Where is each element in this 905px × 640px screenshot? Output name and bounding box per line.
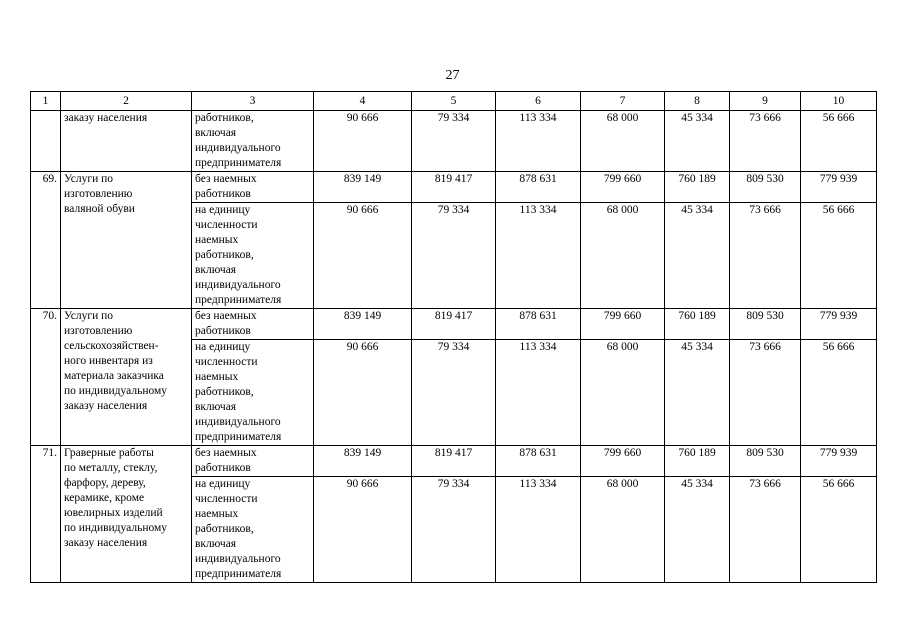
table-row — [31, 446, 877, 477]
unit-description-line: включая — [195, 127, 237, 139]
service-name-line: по металлу, стеклу, — [64, 462, 158, 474]
value-cell: 73 666 — [730, 111, 801, 172]
value-cell: 779 939 — [801, 446, 877, 477]
value-cell: 45 334 — [665, 340, 730, 446]
value-cell: 839 149 — [314, 309, 412, 340]
unit-description-line: включая — [195, 264, 237, 276]
value-cell: 878 631 — [496, 309, 581, 340]
unit-description-line: на единицу — [195, 341, 251, 353]
service-name-line: заказу населения — [64, 112, 148, 124]
value-cell: 760 189 — [665, 172, 730, 203]
value-cell: 79 334 — [412, 111, 496, 172]
service-name-line: изготовлению — [64, 325, 133, 337]
unit-description-line: наемных — [195, 508, 239, 520]
value-cell: 839 149 — [314, 446, 412, 477]
unit-description-line: работников — [195, 462, 251, 474]
value-cell: 68 000 — [581, 111, 665, 172]
unit-description-line: работников, — [195, 249, 254, 261]
value-cell: 779 939 — [801, 309, 877, 340]
table-row — [31, 111, 877, 172]
value-cell: 839 149 — [314, 172, 412, 203]
unit-description-line: без наемных — [195, 310, 257, 322]
row-number: 71. — [31, 446, 61, 583]
value-cell: 68 000 — [581, 477, 665, 583]
column-number-row — [31, 92, 877, 111]
value-cell: 79 334 — [412, 340, 496, 446]
value-cell: 45 334 — [665, 203, 730, 309]
value-cell: 779 939 — [801, 172, 877, 203]
page-number: 27 — [445, 68, 460, 83]
value-cell: 45 334 — [665, 477, 730, 583]
unit-description-line: без наемных — [195, 173, 257, 185]
tariff-table — [30, 91, 877, 583]
unit-description-line: наемных — [195, 234, 239, 246]
value-cell: 760 189 — [665, 446, 730, 477]
unit-description — [192, 203, 314, 309]
value-cell: 56 666 — [801, 111, 877, 172]
service-name-line: по индивидуальному — [64, 385, 168, 397]
table-row — [31, 172, 877, 203]
value-cell: 56 666 — [801, 340, 877, 446]
service-name-line: Услуги по — [64, 173, 114, 185]
column-number: 6 — [496, 92, 581, 111]
service-name-line: фарфору, дереву, — [64, 477, 146, 489]
row-number: 69. — [31, 172, 61, 309]
unit-description-line: численности — [195, 356, 258, 368]
service-name-line: материала заказчика — [64, 370, 164, 382]
unit-description-line: работников — [195, 325, 251, 337]
value-cell: 113 334 — [496, 203, 581, 309]
unit-description-line: включая — [195, 538, 237, 550]
column-number: 3 — [192, 92, 314, 111]
unit-description-line: на единицу — [195, 478, 251, 490]
column-number: 5 — [412, 92, 496, 111]
column-number: 2 — [61, 92, 192, 111]
unit-description-line: предпринимателя — [195, 568, 282, 580]
value-cell: 90 666 — [314, 203, 412, 309]
service-name — [61, 111, 192, 172]
column-number: 1 — [31, 92, 61, 111]
value-cell: 90 666 — [314, 111, 412, 172]
unit-description-line: включая — [195, 401, 237, 413]
unit-description — [192, 172, 314, 203]
unit-description-line: индивидуального — [195, 279, 281, 291]
service-name-line: ного инвентаря из — [64, 355, 153, 367]
value-cell: 809 530 — [730, 172, 801, 203]
value-cell: 113 334 — [496, 477, 581, 583]
service-name-line: изготовлению — [64, 188, 133, 200]
value-cell: 878 631 — [496, 446, 581, 477]
service-name-line: ювелирных изделий — [64, 507, 163, 519]
value-cell: 73 666 — [730, 477, 801, 583]
value-cell: 819 417 — [412, 309, 496, 340]
unit-description-line: работников, — [195, 386, 254, 398]
service-name-line: по индивидуальному — [64, 522, 168, 534]
unit-description — [192, 477, 314, 583]
value-cell: 73 666 — [730, 203, 801, 309]
column-number: 8 — [665, 92, 730, 111]
value-cell: 56 666 — [801, 477, 877, 583]
value-cell: 799 660 — [581, 309, 665, 340]
unit-description-line: индивидуального — [195, 553, 281, 565]
unit-description-line: предпринимателя — [195, 431, 282, 443]
unit-description-line: численности — [195, 493, 258, 505]
unit-description — [192, 111, 314, 172]
row-number-cell — [31, 111, 61, 172]
value-cell: 90 666 — [314, 340, 412, 446]
value-cell: 73 666 — [730, 340, 801, 446]
unit-description-line: индивидуального — [195, 142, 281, 154]
value-cell: 809 530 — [730, 309, 801, 340]
service-name — [61, 172, 192, 309]
service-name-line: заказу населения — [64, 537, 148, 549]
unit-description — [192, 340, 314, 446]
value-cell: 68 000 — [581, 340, 665, 446]
value-cell: 819 417 — [412, 172, 496, 203]
service-name — [61, 446, 192, 583]
unit-description — [192, 309, 314, 340]
unit-description-line: предпринимателя — [195, 294, 282, 306]
service-name-line: валяной обуви — [64, 203, 135, 215]
column-number: 7 — [581, 92, 665, 111]
value-cell: 799 660 — [581, 172, 665, 203]
value-cell: 809 530 — [730, 446, 801, 477]
value-cell: 113 334 — [496, 111, 581, 172]
unit-description-line: работников — [195, 188, 251, 200]
service-name-line: Граверные работы — [64, 447, 154, 459]
value-cell: 90 666 — [314, 477, 412, 583]
row-number: 70. — [31, 309, 61, 446]
column-number: 4 — [314, 92, 412, 111]
value-cell: 79 334 — [412, 477, 496, 583]
value-cell: 113 334 — [496, 340, 581, 446]
service-name-line: сельскохозяйствен- — [64, 340, 159, 352]
value-cell: 68 000 — [581, 203, 665, 309]
value-cell: 799 660 — [581, 446, 665, 477]
unit-description-line: без наемных — [195, 447, 257, 459]
table-row — [31, 309, 877, 340]
unit-description-line: численности — [195, 219, 258, 231]
value-cell: 45 334 — [665, 111, 730, 172]
service-name — [61, 309, 192, 446]
value-cell: 79 334 — [412, 203, 496, 309]
service-name-line: заказу населения — [64, 400, 148, 412]
value-cell: 760 189 — [665, 309, 730, 340]
unit-description — [192, 446, 314, 477]
column-number: 10 — [801, 92, 877, 111]
unit-description-line: индивидуального — [195, 416, 281, 428]
table-body — [31, 111, 877, 583]
unit-description-line: работников, — [195, 112, 254, 124]
value-cell: 878 631 — [496, 172, 581, 203]
value-cell: 819 417 — [412, 446, 496, 477]
unit-description-line: работников, — [195, 523, 254, 535]
service-name-line: керамике, кроме — [64, 492, 145, 504]
unit-description-line: наемных — [195, 371, 239, 383]
value-cell: 56 666 — [801, 203, 877, 309]
service-name-line: Услуги по — [64, 310, 114, 322]
unit-description-line: предпринимателя — [195, 157, 282, 169]
column-number: 9 — [730, 92, 801, 111]
unit-description-line: на единицу — [195, 204, 251, 216]
